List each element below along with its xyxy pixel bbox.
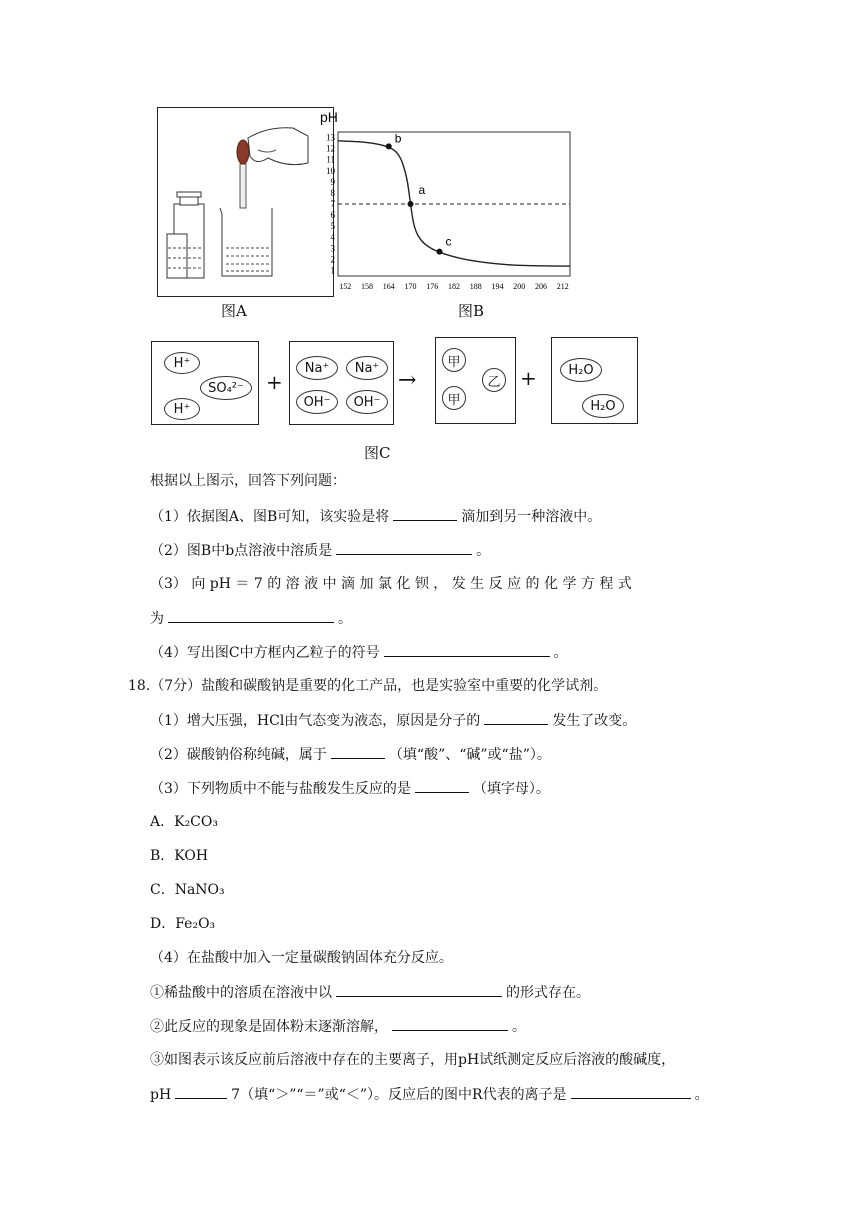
y-tick-label: 7 bbox=[330, 199, 335, 209]
ion-hydroxide: OH⁻ bbox=[346, 390, 388, 414]
ion-sodium: Na⁺ bbox=[296, 356, 338, 380]
q18-part-2: （2）碳酸钠俗称纯碱，属于 （填“酸”、“碱”或“盐”）。 bbox=[150, 744, 551, 765]
answer-blank[interactable] bbox=[484, 710, 548, 725]
titration-apparatus-illustration bbox=[158, 108, 333, 296]
q18-part-1: （1）增大压强，HCl由气态变为液态，原因是分子的 发生了改变。 bbox=[150, 710, 636, 731]
figure-b-caption: 图B bbox=[458, 302, 485, 320]
q18-part-3: （3）下列物质中不能与盐酸发生反应的是 （填字母）。 bbox=[150, 778, 550, 799]
point-label-a: a bbox=[418, 183, 426, 197]
answer-blank[interactable] bbox=[392, 1016, 508, 1031]
answer-blank[interactable] bbox=[168, 608, 334, 623]
point-label-b: b bbox=[394, 131, 402, 146]
answer-blank[interactable] bbox=[336, 540, 472, 555]
answer-blank[interactable] bbox=[336, 982, 502, 997]
q18-option-a: A．K₂CO₃ bbox=[150, 814, 218, 830]
answer-blank[interactable] bbox=[571, 1084, 691, 1099]
q18-sub-3: ③如图表示该反应前后溶液中存在的主要离子，用pH试纸测定反应后溶液的酸碱度， bbox=[150, 1052, 676, 1068]
y-tick-label: 11 bbox=[326, 154, 335, 165]
y-tick-label: 10 bbox=[326, 165, 335, 176]
q17-part-3: （3） 向 pH ＝ 7 的 溶 液 中 滴 加 氯 化 钡 ， 发 生 反 应 的 化 学 方 程 式 bbox=[150, 576, 632, 592]
y-tick-label: 6 bbox=[330, 210, 335, 221]
figure-a-caption: 图A bbox=[221, 302, 247, 320]
y-axis-label: pH bbox=[320, 109, 338, 125]
y-tick-label: 9 bbox=[330, 176, 335, 187]
x-tick-label: 194 bbox=[491, 282, 504, 291]
figure-c-box-2 bbox=[289, 341, 394, 425]
q17-part-1: （1）依据图A、图B可知，该实验是将 滴加到另一种溶液中。 bbox=[150, 506, 601, 527]
x-tick-label: 176 bbox=[426, 282, 439, 291]
q18-heading: 18.（7分）盐酸和碳酸钠是重要的化工产品，也是实验室中重要的化学试剂。 bbox=[128, 678, 608, 694]
y-tick-label: 13 bbox=[326, 132, 335, 143]
point-a bbox=[408, 201, 414, 207]
x-tick-label: 152 bbox=[339, 282, 352, 291]
ion-sodium: Na⁺ bbox=[346, 356, 388, 380]
x-tick-label: 158 bbox=[361, 282, 373, 291]
particle-yi: 乙 bbox=[482, 368, 506, 392]
q18-part-4: （4）在盐酸中加入一定量碳酸钠固体充分反应。 bbox=[150, 950, 453, 966]
ion-h-plus: H⁺ bbox=[164, 398, 200, 420]
answer-blank[interactable] bbox=[384, 642, 550, 657]
q18-sub-4: pH 7（填“＞”“＝”或“＜”）。反应后的图中R代表的离子是 。 bbox=[150, 1084, 709, 1105]
x-tick-label: 170 bbox=[404, 282, 417, 291]
particle-jia: 甲 bbox=[442, 386, 466, 410]
point-c bbox=[437, 249, 443, 255]
point-label-c: c bbox=[445, 234, 452, 249]
y-tick-label: 1 bbox=[330, 265, 335, 276]
q18-option-c: C．NaNO₃ bbox=[150, 882, 225, 898]
q18-option-d: D．Fe₂O₃ bbox=[150, 916, 216, 932]
plus-sign: + bbox=[266, 370, 283, 394]
y-tick-label: 8 bbox=[330, 187, 335, 198]
ion-h-plus: H⁺ bbox=[164, 352, 200, 374]
q17-part-2: （2）图B中b点溶液中溶质是 。 bbox=[150, 540, 490, 561]
q17-part-3-cont: 为 。 bbox=[150, 608, 352, 629]
particle-jia: 甲 bbox=[442, 348, 466, 372]
plus-sign: + bbox=[520, 366, 537, 390]
ph-curve-chart bbox=[318, 104, 580, 300]
figure-c-box-3 bbox=[435, 337, 516, 424]
answer-blank[interactable] bbox=[331, 744, 385, 759]
figure-a-frame bbox=[157, 107, 334, 297]
x-tick-label: 164 bbox=[382, 282, 395, 291]
y-tick-label: 5 bbox=[330, 221, 335, 232]
x-tick-label: 212 bbox=[556, 282, 569, 291]
figure-c-box-1 bbox=[151, 341, 259, 425]
answer-blank[interactable] bbox=[393, 506, 457, 521]
ion-hydroxide: OH⁻ bbox=[296, 390, 338, 414]
y-tick-label: 2 bbox=[330, 254, 335, 265]
figure-c-caption: 图C bbox=[364, 444, 391, 462]
q18-sub-1: ①稀盐酸中的溶质在溶液中以 的形式存在。 bbox=[150, 982, 590, 1003]
water-molecule: H₂O bbox=[560, 358, 602, 382]
x-tick-label: 188 bbox=[469, 282, 482, 291]
figure-b-chart bbox=[318, 104, 580, 300]
point-b bbox=[386, 143, 392, 149]
reaction-arrow: → bbox=[398, 368, 417, 393]
answer-blank[interactable] bbox=[175, 1084, 227, 1099]
q18-sub-2: ②此反应的现象是固体粉末逐渐溶解， 。 bbox=[150, 1016, 526, 1037]
y-tick-label: 4 bbox=[330, 232, 335, 243]
q18-option-b: B．KOH bbox=[150, 848, 209, 864]
x-tick-label: 200 bbox=[513, 282, 526, 291]
answer-blank[interactable] bbox=[415, 778, 469, 793]
x-tick-label: 206 bbox=[535, 282, 547, 291]
q17-part-4: （4）写出图C中方框内乙粒子的符号 。 bbox=[150, 642, 568, 663]
ion-sulfate: SO₄²⁻ bbox=[200, 376, 252, 400]
figure-c-box-4 bbox=[551, 337, 638, 424]
q17-intro: 根据以上图示，回答下列问题： bbox=[150, 473, 346, 489]
x-tick-label: 182 bbox=[448, 282, 460, 291]
water-molecule: H₂O bbox=[582, 394, 624, 418]
y-tick-label: 12 bbox=[326, 143, 335, 154]
y-tick-label: 3 bbox=[330, 243, 335, 254]
